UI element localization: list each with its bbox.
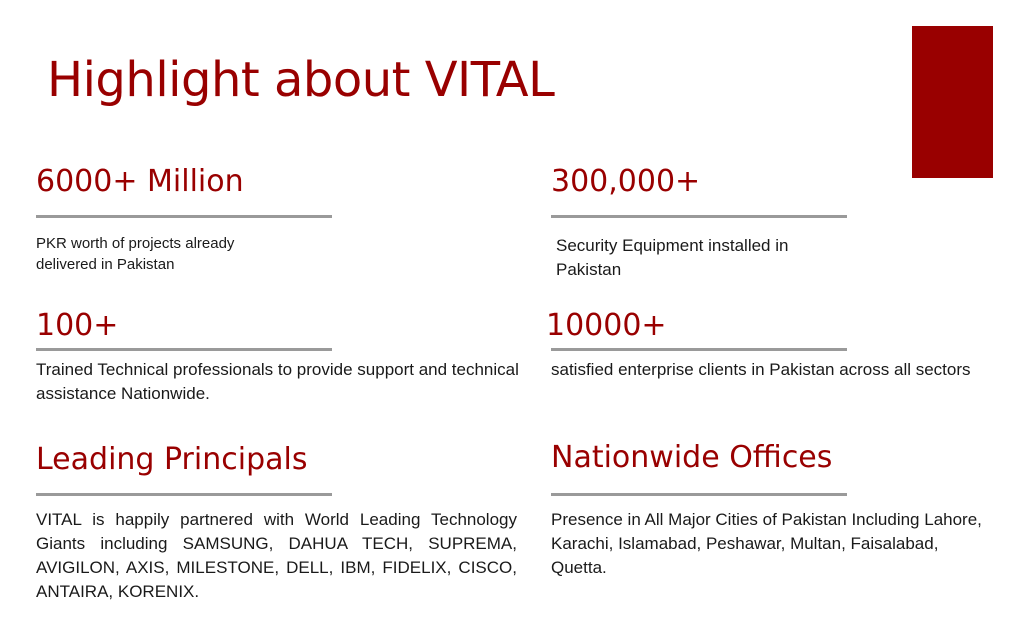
stat-text-projects: PKR worth of projects already delivered in Pakistan — [36, 235, 235, 273]
stat-heading-equipment-count: 300,000+ — [551, 164, 701, 199]
accent-bar — [912, 26, 993, 178]
stat-text-clients: satisfied enterprise clients in Pakistan across all sectors — [551, 360, 971, 379]
divider-line — [36, 493, 332, 496]
stat-heading-clients-count: 10000+ — [546, 308, 667, 343]
section-heading-principals: Leading Principals — [36, 442, 308, 477]
stat-heading-projects-value: 6000+ Million — [36, 164, 244, 199]
divider-line — [551, 215, 847, 218]
section-heading-offices: Nationwide Offices — [551, 440, 833, 475]
slide-title: Highlight about VITAL — [47, 52, 555, 108]
section-text-offices: Presence in All Major Cities of Pakistan Including Lahore, Karachi, Islamabad, Peshawar, Multan, Faisalabad, Quetta. — [551, 510, 982, 577]
stat-heading-professionals-count: 100+ — [36, 308, 119, 343]
stat-text-professionals: Trained Technical professionals to provide support and technical assistance Nationwide. — [36, 360, 519, 403]
divider-line — [551, 493, 847, 496]
divider-line — [36, 215, 332, 218]
divider-line — [36, 348, 332, 351]
stat-text-equipment: Security Equipment installed in Pakistan — [556, 236, 789, 279]
section-text-principals: VITAL is happily partnered with World Leading Technology Giants including SAMSUNG, DAHUA TECH, SUPREMA, AVIGILON, AXIS, MILESTONE, DELL, IBM, FIDELIX, CISCO, ANTAIRA, KORENIX. — [36, 510, 517, 601]
divider-line — [551, 348, 847, 351]
